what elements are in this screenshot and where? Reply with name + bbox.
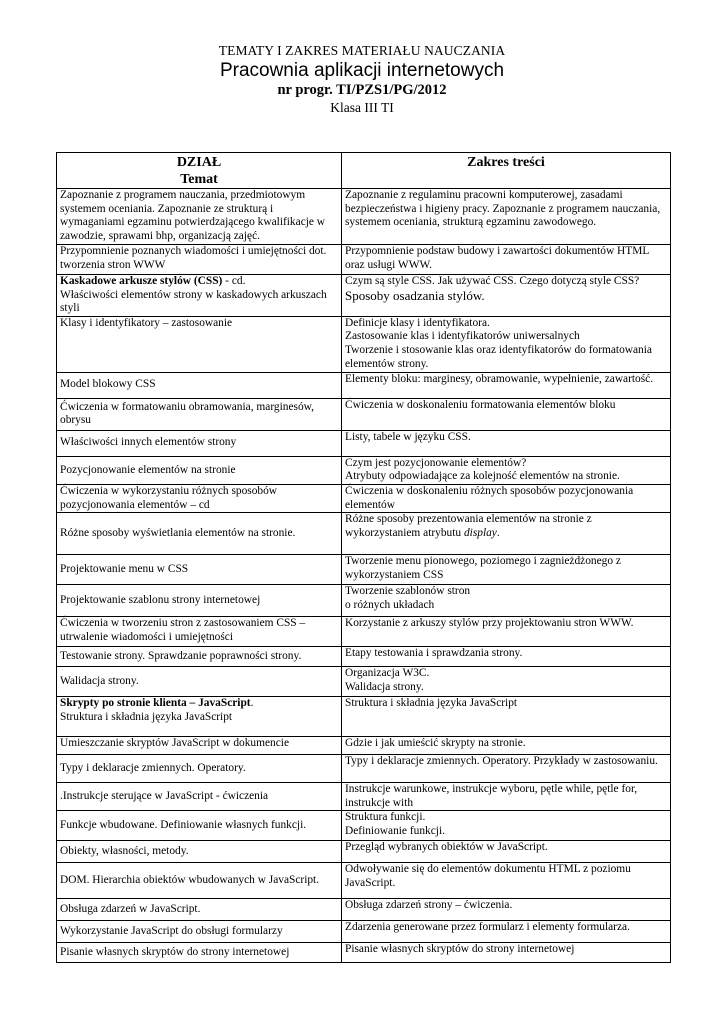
table-row bbox=[57, 484, 671, 512]
table-row bbox=[57, 921, 671, 943]
section-topic-cell bbox=[57, 737, 342, 755]
table-row bbox=[57, 398, 671, 430]
topic-text: .Instrukcje sterujące w JavaScript - ćwiczenia bbox=[60, 789, 269, 802]
section-topic-cell bbox=[57, 316, 342, 372]
section-topic-cell bbox=[57, 863, 342, 899]
scope-text: Zapoznanie z regulaminu pracowni komputerowej, zasadami bezpieczeństwa i higieny pracy. Zapoznanie z programem nauczania, systemem oceniania, strukturą egzaminu zawodowego. bbox=[345, 189, 661, 229]
content-scope-cell bbox=[342, 841, 671, 863]
table-row bbox=[57, 783, 671, 811]
scope-text: Ćwiczenia w doskonaleniu różnych sposobów pozycjonowania elementów bbox=[345, 484, 634, 511]
content-scope-cell bbox=[342, 372, 671, 398]
table-row bbox=[57, 275, 671, 317]
scope-text: Przypomnienie podstaw budowy i zawartości dokumentów HTML oraz usługi WWW. bbox=[345, 245, 649, 271]
table-row bbox=[57, 943, 671, 963]
scope-text: Zastosowanie klas i identyfikatorów uniwersalnych bbox=[345, 330, 580, 343]
scope-text: Instrukcje warunkowe, instrukcje wyboru, pętle while, pętle for, instrukcje with bbox=[345, 783, 638, 809]
topic-text: Obsługa zdarzeń w JavaScript. bbox=[60, 903, 201, 916]
content-scope-cell bbox=[342, 585, 671, 617]
scope-text: Czym jest pozycjonowanie elementów? bbox=[345, 456, 527, 469]
section-topic-cell bbox=[57, 667, 342, 697]
content-scope-cell bbox=[342, 943, 671, 963]
section-topic-cell bbox=[57, 372, 342, 398]
section-topic-cell bbox=[57, 430, 342, 456]
scope-text: Listy, tabele w języku CSS. bbox=[345, 430, 471, 443]
topic-text: Projektowanie menu w CSS bbox=[60, 562, 189, 575]
table-row bbox=[57, 372, 671, 398]
column-header-scope: Zakres treści bbox=[342, 153, 671, 189]
table-row bbox=[57, 811, 671, 841]
scope-text: Ćwiczenia w doskonaleniu formatowania elementów bloku bbox=[345, 398, 616, 411]
section-topic-cell bbox=[57, 275, 342, 317]
topic-heading-bold: Skrypty po stronie klienta – JavaScript bbox=[60, 697, 251, 710]
scope-text: Korzystanie z arkuszy stylów przy projektowaniu stron WWW. bbox=[345, 617, 634, 630]
topic-text: Różne sposoby wyświetlania elementów na stronie. bbox=[60, 526, 296, 539]
topic-text: Funkcje wbudowane. Definiowanie własnych funkcji. bbox=[60, 819, 307, 832]
topic-text: Obiekty, własności, metody. bbox=[60, 845, 189, 858]
content-scope-cell bbox=[342, 484, 671, 512]
topic-text: Pisanie własnych skryptów do strony internetowej bbox=[60, 946, 290, 959]
curriculum-table bbox=[56, 152, 671, 963]
topic-text: Ćwiczenia w formatowaniu obramowania, marginesów, obrysu bbox=[60, 400, 314, 427]
topic-text: Model blokowy CSS bbox=[60, 378, 156, 391]
scope-text: Definicje klasy i identyfikatora. bbox=[345, 316, 490, 329]
topic-text: DOM. Hierarchia obiektów wbudowanych w JavaScript. bbox=[60, 874, 320, 887]
content-scope-cell bbox=[342, 275, 671, 317]
section-topic-cell bbox=[57, 398, 342, 430]
scope-text-part: Różne sposoby prezentowania elementów na stronie z wykorzystaniem atrybutu bbox=[345, 513, 592, 539]
scope-text: Tworzenie i stosowanie klas oraz identyfikatorów do formatowania elementów strony. bbox=[345, 343, 652, 370]
table-row bbox=[57, 456, 671, 484]
content-scope-cell bbox=[342, 617, 671, 647]
content-scope-cell bbox=[342, 456, 671, 484]
topic-text: Walidacja strony. bbox=[60, 674, 139, 687]
scope-text-part: . bbox=[496, 526, 500, 539]
scope-text bbox=[345, 513, 667, 540]
section-topic-cell bbox=[57, 841, 342, 863]
content-scope-cell bbox=[342, 737, 671, 755]
section-topic-cell bbox=[57, 647, 342, 667]
topic-text: Ćwiczenia w tworzeniu stron z zastosowaniem CSS – utrwalenie wiadomości i umiejętności bbox=[60, 617, 306, 643]
topic-heading bbox=[60, 697, 338, 711]
section-topic-cell bbox=[57, 697, 342, 737]
content-scope-cell bbox=[342, 430, 671, 456]
scope-text: Typy i deklaracje zmiennych. Operatory. Przykłady w zastosowaniu. bbox=[345, 755, 658, 768]
topic-text: Pozycjonowanie elementów na stronie bbox=[60, 463, 236, 476]
section-topic-cell bbox=[57, 899, 342, 921]
topic-text: Zapoznanie z programem nauczania, przedmiotowym systemem oceniania. Zapoznanie ze strukturą i wymaganiami egzaminu potwierdzającego kwalifikacje w zawodzie, sprawami bhp, organizacją zajęć. bbox=[60, 189, 326, 242]
content-scope-cell bbox=[342, 647, 671, 667]
column-header-section: DZIAŁ Temat bbox=[57, 153, 342, 189]
table-row bbox=[57, 430, 671, 456]
scope-text: Zdarzenia generowane przez formularz i elementy formularza. bbox=[345, 921, 630, 934]
section-topic-cell bbox=[57, 189, 342, 245]
document-header bbox=[0, 42, 724, 117]
content-scope-cell bbox=[342, 921, 671, 943]
table-row bbox=[57, 585, 671, 617]
topic-heading bbox=[60, 275, 338, 289]
topic-text: Przypomnienie poznanych wiadomości i umiejętności dot. tworzenia stron WWW bbox=[60, 245, 327, 271]
topic-text: Klasy i identyfikatory – zastosowanie bbox=[60, 316, 233, 329]
content-scope-cell bbox=[342, 697, 671, 737]
topic-text: Testowanie strony. Sprawdzanie poprawności strony. bbox=[60, 649, 302, 662]
content-scope-cell bbox=[342, 189, 671, 245]
topic-text: Ćwiczenia w wykorzystaniu różnych sposobów pozycjonowania elementów – cd bbox=[60, 484, 278, 511]
topic-heading-suffix: . bbox=[250, 697, 254, 710]
table-row bbox=[57, 189, 671, 245]
table-row bbox=[57, 245, 671, 275]
section-topic-cell bbox=[57, 456, 342, 484]
content-scope-cell bbox=[342, 316, 671, 372]
table-row bbox=[57, 667, 671, 697]
scope-text: Organizacja W3C. bbox=[345, 667, 430, 680]
table-row bbox=[57, 555, 671, 585]
section-topic-cell bbox=[57, 585, 342, 617]
table-row bbox=[57, 863, 671, 899]
scope-text: Odwoływanie się do elementów dokumentu HTML z poziomu JavaScript. bbox=[345, 863, 631, 889]
section-topic-cell bbox=[57, 245, 342, 275]
topic-text: Projektowanie szablonu strony internetowej bbox=[60, 593, 261, 606]
content-scope-cell bbox=[342, 899, 671, 921]
content-scope-cell bbox=[342, 513, 671, 555]
scope-text: Elementy bloku: marginesy, obramowanie, wypełnienie, zawartość. bbox=[345, 372, 654, 385]
topic-heading-bold: Kaskadowe arkusze stylów (CSS) bbox=[60, 275, 223, 287]
scope-text: Struktura funkcji. bbox=[345, 811, 426, 824]
content-scope-cell bbox=[342, 811, 671, 841]
document-title: Pracownia aplikacji internetowych bbox=[219, 60, 505, 81]
table-row bbox=[57, 899, 671, 921]
table-row bbox=[57, 647, 671, 667]
scope-text: Etapy testowania i sprawdzania strony. bbox=[345, 647, 523, 660]
section-topic-cell bbox=[57, 555, 342, 585]
scope-text: Pisanie własnych skryptów do strony internetowej bbox=[345, 943, 575, 956]
section-topic-cell bbox=[57, 755, 342, 783]
scope-text: Czym są style CSS. Jak używać CSS. Czego dotyczą style CSS? bbox=[345, 275, 640, 287]
table-row bbox=[57, 841, 671, 863]
scope-text: Atrybuty odpowiadające za kolejność elementów na stronie. bbox=[345, 470, 620, 483]
content-scope-cell bbox=[342, 755, 671, 783]
scope-text: Obsługa zdarzeń strony – ćwiczenia. bbox=[345, 899, 513, 912]
topic-text: Umieszczanie skryptów JavaScript w dokumencie bbox=[60, 737, 290, 750]
topic-text: Właściwości elementów strony w kaskadowych arkuszach styli bbox=[60, 288, 327, 315]
section-topic-cell bbox=[57, 811, 342, 841]
section-topic-cell bbox=[57, 513, 342, 555]
section-topic-cell bbox=[57, 617, 342, 647]
content-scope-cell bbox=[342, 863, 671, 899]
scope-text: Tworzenie menu pionowego, poziomego i zagnieżdżonego z wykorzystaniem CSS bbox=[345, 555, 621, 581]
content-scope-cell bbox=[342, 783, 671, 811]
scope-text: Gdzie i jak umieścić skrypty na stronie. bbox=[345, 737, 526, 750]
scope-text: Przegląd wybranych obiektów w JavaScript. bbox=[345, 841, 548, 854]
content-scope-cell bbox=[342, 555, 671, 585]
topic-heading-suffix: - cd. bbox=[222, 275, 246, 287]
program-number: nr progr. TI/PZS1/PG/2012 bbox=[277, 82, 447, 98]
document-heading: TEMATY I ZAKRES MATERIAŁU NAUCZANIA bbox=[218, 43, 506, 58]
scope-text: Walidacja strony. bbox=[345, 680, 424, 693]
table-row bbox=[57, 755, 671, 783]
scope-text: Sposoby osadzania stylów. bbox=[345, 287, 485, 303]
section-topic-cell bbox=[57, 921, 342, 943]
table-row bbox=[57, 737, 671, 755]
content-scope-cell bbox=[342, 398, 671, 430]
scope-text: Struktura i składnia języka JavaScript bbox=[345, 697, 518, 710]
table-row bbox=[57, 697, 671, 737]
scope-text-italic: display bbox=[463, 526, 497, 539]
content-scope-cell bbox=[342, 245, 671, 275]
table-row bbox=[57, 617, 671, 647]
table-row bbox=[57, 513, 671, 555]
table-header-row bbox=[57, 153, 671, 189]
topic-text: Struktura i składnia języka JavaScript bbox=[60, 710, 233, 723]
topic-text: Wykorzystanie JavaScript do obsługi formularzy bbox=[60, 925, 283, 938]
topic-text: Typy i deklaracje zmiennych. Operatory. bbox=[60, 761, 246, 774]
scope-text: o różnych układach bbox=[345, 598, 435, 611]
class-label: Klasa III TI bbox=[330, 100, 394, 115]
section-topic-cell bbox=[57, 943, 342, 963]
scope-text: Tworzenie szablonów stron bbox=[345, 585, 471, 598]
topic-text: Właściwości innych elementów strony bbox=[60, 436, 237, 449]
section-topic-cell bbox=[57, 484, 342, 512]
table-body bbox=[57, 189, 671, 963]
scope-text: Definiowanie funkcji. bbox=[345, 824, 445, 837]
table-row bbox=[57, 316, 671, 372]
content-scope-cell bbox=[342, 667, 671, 697]
section-topic-cell bbox=[57, 783, 342, 811]
